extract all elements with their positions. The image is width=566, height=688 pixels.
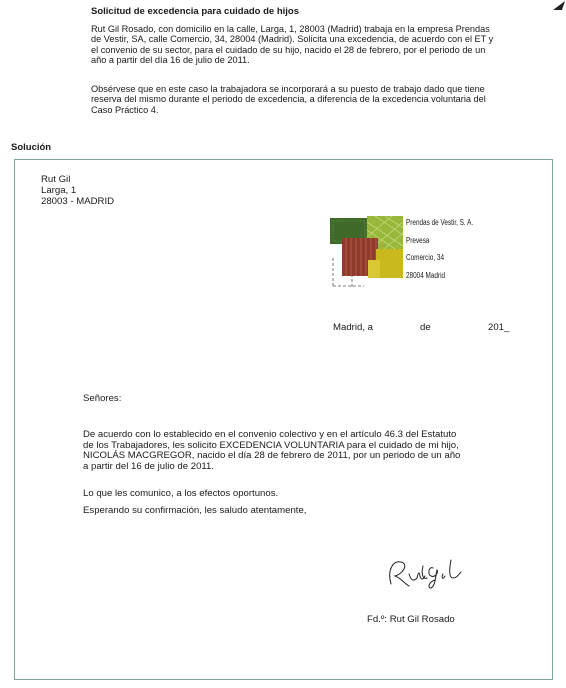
date-de: de bbox=[420, 322, 431, 333]
statement-line: año a partir del día 16 de julio de 2011. bbox=[91, 55, 250, 66]
sender-name: Rut Gil bbox=[41, 174, 71, 185]
sender-address bbox=[41, 174, 114, 207]
exercise-statement bbox=[91, 24, 566, 66]
body-line: a partir del 16 de julio de 2011. bbox=[83, 460, 215, 472]
company-brand: Prevesa bbox=[406, 235, 430, 245]
date-place: Madrid, a bbox=[333, 322, 373, 333]
note-line: reserva del mismo durante el periodo de excedencia, a diferencia de la excedencia voluntaria del bbox=[91, 94, 486, 105]
handwritten-signature bbox=[385, 556, 465, 592]
closing-line: Lo que les comunico, a los efectos oportunos. bbox=[83, 488, 279, 499]
note-line: Caso Práctico 4. bbox=[91, 104, 159, 115]
statement-line: el convenio de su sector, para el cuidado de su hijo, nacido el 28 de febrero, por el periodo de un bbox=[91, 44, 486, 55]
date-year: 201_ bbox=[488, 322, 510, 333]
statement-line: de Vestir, SA, calle Comercio, 34, 28004 (Madrid). Solicita una excedencia, de acuerdo con el ET y bbox=[91, 34, 494, 45]
solution-heading: Solución bbox=[11, 142, 52, 153]
body-line: de los Trabajadores, les solicito EXCEDENCIA VOLUNTARIA para el cuidado de mi hijo, bbox=[83, 439, 459, 451]
company-address bbox=[406, 218, 488, 288]
note-line: Obsérvese que en este caso la trabajadora se incorporará a su puesto de trabajo dado que tiene bbox=[91, 84, 485, 94]
signed-by: Fd.º: Rut Gil Rosado bbox=[367, 614, 455, 625]
company-name: Prendas de Vestir, S. A. bbox=[406, 218, 474, 227]
letter-greeting: Señores: bbox=[83, 393, 122, 404]
letter-body bbox=[83, 430, 460, 472]
sender-city: 28003 - MADRID bbox=[41, 196, 115, 207]
exercise-title: Solicitud de excedencia para cuidado de hijos bbox=[91, 6, 300, 17]
company-street: Comercio, 34 bbox=[406, 253, 445, 262]
sender-street: Larga, 1 bbox=[41, 185, 77, 196]
body-line: NICOLÁS MACGREGOR, nacido el día 28 de febrero de 2011, por un periodo de un año bbox=[83, 450, 461, 461]
corner-arrow-icon bbox=[551, 0, 566, 12]
body-line: De acuerdo con lo establecido en el convenio colectivo y en el artículo 46.3 del Estatuto bbox=[83, 429, 457, 440]
company-city: 28004 Madrid bbox=[406, 270, 446, 280]
statement-line: Rut Gil Rosado, con domicilio en la calle, Larga, 1, 28003 (Madrid) trabaja en la empresa Prendas bbox=[91, 24, 490, 34]
exercise-note bbox=[91, 84, 566, 115]
farewell-line: Esperando su confirmación, les saludo atentamente, bbox=[83, 505, 307, 516]
company-logo bbox=[330, 216, 405, 291]
